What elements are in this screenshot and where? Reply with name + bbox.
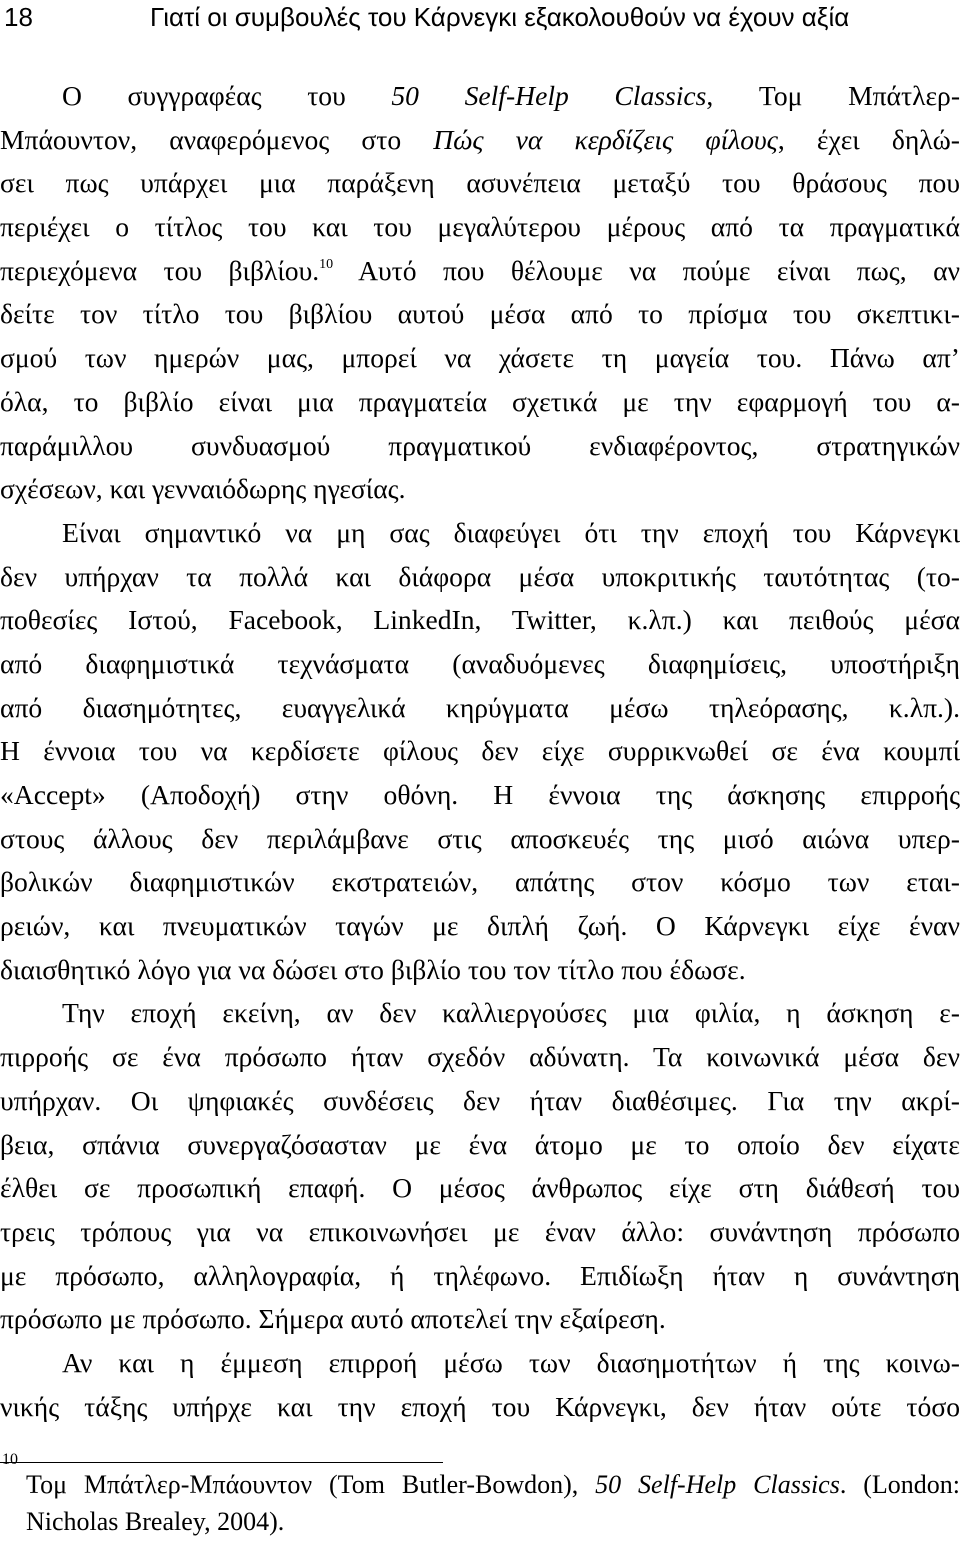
text-line (0, 860, 960, 904)
text-line (0, 249, 960, 293)
text-run: από διαφημιστικά τεχνάσματα (αναδυόμενες διαφημίσεις, υποστήριξη (0, 647, 960, 679)
text-line (0, 686, 960, 730)
text-run: πιρροής σε ένα πρόσωπο ήταν σχεδόν αδύνατη. Τα κοινωνικά μέσα δεν (0, 1041, 960, 1073)
text-line (0, 1254, 960, 1298)
text-run: 50 Self-Help Classics (595, 1470, 840, 1499)
text-run: από διασημότητες, ευαγγελικά κηρύγματα μέσω τηλεόρασης, κ.λπ.). (0, 691, 960, 723)
text-run: Την εποχή εκείνη, αν δεν καλλιεργούσες μια φιλία, η άσκηση ε- (62, 997, 960, 1029)
footnote-line (0, 1451, 960, 1503)
text-line (0, 161, 960, 205)
footnote-line: Nicholas Brealey, 2004). (26, 1507, 285, 1536)
text-run: Αν και η έμμεση επιρροή μέσω των διασημοτήτων ή της κοινω- (62, 1346, 960, 1378)
text-line (0, 467, 960, 511)
text-run: . (London: (839, 1470, 960, 1499)
text-line (0, 555, 960, 599)
text-line (0, 817, 960, 861)
text-run: περιεχόμενα του βιβλίου. (0, 254, 320, 286)
text-line (0, 991, 960, 1035)
text-run: Είναι σημαντικό να μη σας διαφεύγει ότι την εποχή του Κάρνεγκι (62, 516, 960, 548)
text-line (0, 118, 960, 162)
text-line (0, 380, 960, 424)
text-run: σμού των ημερών μας, μπορεί να χάσετε τη μαγεία του. Πάνω απ’ (0, 342, 960, 374)
text-run: «Accept» (Αποδοχή) στην οθόνη. Η έννοια της άσκησης επιρροής (0, 779, 960, 810)
footnote-divider (0, 1462, 443, 1463)
text-run: τρεις τρόπους για να επικοινωνήσει με έναν άλλο: συνάντηση πρόσωπο (0, 1215, 960, 1247)
text-line (0, 1297, 960, 1341)
text-run: ρειών, και πνευματικών ταγών με διπλή ζωή. Ο Κάρνεγκι είχε έναν (0, 910, 960, 942)
text-run: υπήρχαν. Οι ψηφιακές συνδέσεις δεν ήταν διαθέσιμες. Για την ακρί- (0, 1084, 960, 1116)
text-run: βολικών διαφημιστικών εκστρατειών, απάτης στον κόσμο των εται- (0, 866, 960, 898)
body-text (0, 74, 960, 1428)
text-line (0, 1035, 960, 1079)
text-run: με πρόσωπο, αλληλογραφία, ή τηλέφωνο. Επιδίωξη ήταν η συνάντηση (0, 1259, 960, 1291)
text-run: δείτε τον τίτλο του βιβλίου αυτού μέσα από το πρίσμα του σκεπτικι- (0, 298, 960, 330)
text-run: σχέσεων, και γενναιόδωρης ηγεσίας. (0, 473, 406, 505)
page-number: 18 (4, 2, 33, 32)
text-run: Πώς να κερδίζεις φίλους (433, 123, 778, 155)
text-line (0, 292, 960, 336)
text-line (0, 1385, 960, 1429)
text-line (0, 948, 960, 992)
text-line (0, 205, 960, 249)
text-run: έλθει σε προσωπική επαφή. Ο μέσος άνθρωπος είχε στη διάθεσή του (0, 1172, 960, 1204)
text-line (0, 1079, 960, 1123)
text-line (0, 904, 960, 948)
text-run: Η έννοια του να κερδίσετε φίλους δεν είχε συρρικνωθεί σε ένα κουμπί (0, 735, 960, 767)
text-line (0, 1341, 960, 1385)
footnote-marker: 10 (2, 1451, 18, 1468)
text-run: , έχει δηλώ- (777, 123, 960, 155)
footnote (0, 1451, 960, 1540)
page-header (0, 0, 960, 40)
text-line (0, 336, 960, 380)
text-line (0, 511, 960, 555)
text-run: ποθεσίες Ιστού, Facebook, LinkedIn, Twitter, κ.λπ.) και πειθούς μέσα (0, 604, 960, 636)
text-line (0, 1166, 960, 1210)
text-line (0, 424, 960, 468)
text-line (0, 1123, 960, 1167)
text-line (0, 729, 960, 773)
text-line (0, 74, 960, 118)
text-line (0, 1210, 960, 1254)
text-run: στους άλλους δεν περιλάμβανε στις αποσκευές της μισό αιώνα υπερ- (0, 822, 960, 854)
text-line (0, 642, 960, 686)
text-run: βεια, σπάνια συνεργαζόσασταν με ένα άτομο με το οποίο δεν είχατε (0, 1128, 960, 1160)
text-run: Μπάουντον, αναφερόμενος στο (0, 123, 434, 155)
text-run: όλα, το βιβλίο είναι μια πραγματεία σχετικά με την εφαρμογή του α- (0, 385, 960, 417)
text-run: σει πως υπάρχει μια παράξενη ασυνέπεια μεταξύ του θράσους που (0, 167, 960, 199)
text-line (0, 598, 960, 642)
running-title: Γιατί οι συμβουλές του Κάρνεγκι εξακολουθούν να έχουν αξία (150, 2, 850, 32)
footnote-reference: 10 (319, 256, 334, 272)
text-run: Ο συγγραφέας του (62, 80, 392, 111)
text-run: , Τομ Μπάτλερ- (706, 80, 960, 111)
text-run: περιέχει ο τίτλος του και του μεγαλύτερου μέρους από τα πραγματικά (0, 211, 960, 243)
text-run: νικής τάξης υπήρχε και την εποχή του Κάρνεγκι, δεν ήταν ούτε τόσο (0, 1390, 960, 1422)
text-run: Τομ Μπάτλερ-Μπάουντον (Tom Butler-Bowdon), (26, 1470, 596, 1499)
text-run: δεν υπήρχαν τα πολλά και διάφορα μέσα υποκριτικής ταυτότητας (το- (0, 560, 960, 592)
text-run: Αυτό που θέλουμε να πούμε είναι πως, αν (333, 254, 960, 286)
text-run: πρόσωπο με πρόσωπο. Σήμερα αυτό αποτελεί την εξαίρεση. (0, 1303, 666, 1335)
text-run: 50 Self-Help Classics (391, 80, 707, 111)
text-run: παράμιλλου συνδυασμού πραγματικού ενδιαφέροντος, στρατηγικών (0, 429, 960, 461)
text-run: διαισθητικό λόγο για να δώσει στο βιβλίο του τον τίτλο που έδωσε. (0, 953, 746, 985)
text-line (0, 773, 960, 817)
